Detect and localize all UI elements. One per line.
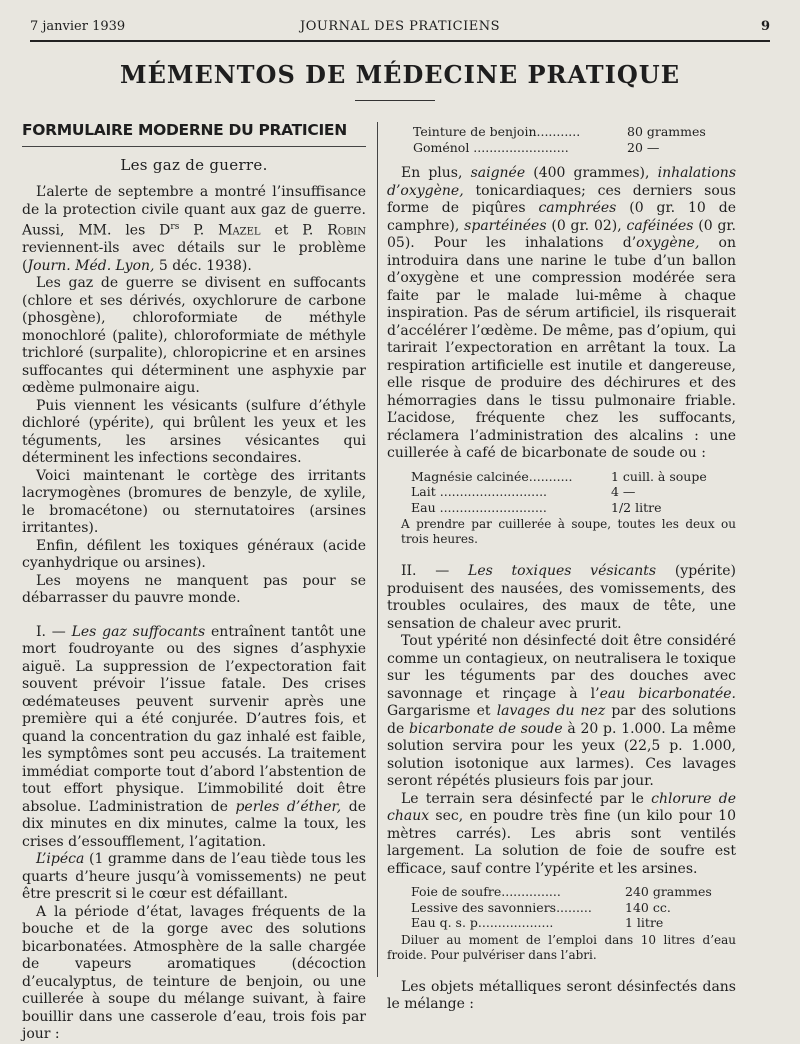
paragraph: Les objets métalliques seront désinfectés dans le mélange : [387, 978, 736, 1012]
formula-row: Magnésie calcinée........... 1 cuill. à soupe [411, 468, 707, 484]
title-rule [355, 100, 435, 101]
formula-soufre [411, 884, 716, 931]
paragraph: I. — Les gaz suffocants entraînent tantôt une mort foudroyante ou des signes d’asphyxie aiguë. La suppression de l’expectoration fait souvent prévoir l’issue fatale. Des crises œdémateuses peuvent survenir après une première qui a été conjurée. D’autres fois, et quand la concentration du gaz inhalé est faible, les symptômes sont peu accusés. La traitement immédiat comporte tout d’abord l’abstention de tout effort physique. L’immobilité doit être absolue. L’administration de perles d’éther, de dix minutes en dix minutes, calme la toux, les crises d’essoufflement, l’agitation. [22, 623, 366, 850]
paragraph: Voici maintenant le cortège des irritants lacrymogènes (bromures de benzyle, de xylile, le bromacétone) ou sternutatoires (arsines irritantes). [22, 467, 366, 537]
page-number: 9 [760, 19, 770, 34]
formula-row: Goménol ........................ 20 — [413, 139, 660, 155]
formula-row: Eau ........................... 1/2 litre [411, 499, 662, 515]
issue-date: 7 janvier 1939 [30, 19, 126, 34]
main-title: MÉMENTOS DE MÉDECINE PRATIQUE [120, 60, 680, 89]
paragraph: Les gaz de guerre se divisent en suffocants (chlore et ses dérivés, oxychlorure de carbone (phosgène), chloroformiate de méthyle monochloré (palite), chloroformiate de méthyle trichloré (surpalite), chloropicrine et en arsines suffocantes qui déterminent une asphyxie par œdème pulmonaire aigu. [22, 275, 366, 397]
paragraph: Tout ypérité non désinfecté doit être considéré comme un contagieux, on neutralisera le toxique sur les téguments par des douches avec savonnage et rinçage à l’eau bicarbonatée. Gargarisme et lavages du nez par des solutions de bicarbonate de soude à 20 p. 1.000. La même solution servira pour les yeux (22,5 p. 1.000, solution isotonique aux larmes). Ces lavages seront répétés plusieurs fois par jour. [387, 633, 736, 789]
paragraph: Les moyens ne manquent pas pour se débarrasser du pauvre monde. [22, 572, 366, 607]
paragraph: Enfin, défilent les toxiques généraux (acide cyanhydrique ou arsines). [22, 537, 366, 572]
formula-row: Lessive des savonniers......... 140 cc. [411, 899, 671, 915]
paragraph: Le terrain sera désinfecté par le chlorure de chaux sec, en poudre très fine (un kilo pour 10 mètres carrés). Les abris sont ventilés largement. La solution de foie de soufre est efficace, sauf contre l’ypérite et les arsines. [387, 790, 736, 877]
article-title: Les gaz de guerre. [120, 155, 268, 174]
right-column [387, 122, 736, 1014]
paragraph: II. — Les toxiques vésicants (ypérite) produisent des nausées, des vomissements, des troubles oculaires, des maux de tête, une sensation de chaleur avec prurit. [387, 563, 736, 632]
paragraph: Puis viennent les vésicants (sulfure d’éthyle dichloré (ypérite), qui brûlent les yeux et les téguments, les arsines vésicantes qui déterminent les infections secondaires. [22, 397, 366, 467]
formula-benjoin [413, 124, 710, 155]
section-title: FORMULAIRE MODERNE DU PRATICIEN [22, 122, 366, 147]
journal-name: JOURNAL DES PRATICIENS [300, 19, 500, 34]
formula-row: Eau q. s. p................... 1 litre [411, 915, 664, 930]
column-divider [377, 122, 378, 977]
formula-magnesie [411, 469, 711, 516]
formula-note: A prendre par cuillerée à soupe, toutes les deux ou trois heures. [401, 517, 736, 546]
paragraph: L’ipéca (1 gramme dans de l’eau tiède tous les quarts d’heure jusqu’à vomissements) ne peut être prescrit si le cœur est défaillant. [22, 851, 366, 903]
formula-note: Diluer au moment de l’emploi dans 10 litres d’eau froide. Pour pulvériser dans l’abri. [387, 932, 736, 962]
paragraph: En plus, saignée (400 grammes), inhalations d’oxygène, tonicardiaques; ces derniers sous forme de piqûres camphrées (0 gr. 10 de camphre), spartéinées (0 gr. 02), caféinées (0 gr. 05). Pour les inhalations d’oxygène, on introduira dans une narine le tube d’un ballon d’oxygène et une compression modérée sera faite par le malade lui-même à chaque inspiration. Pas de sérum artificiel, ils risquerait d’accélérer l’œdème. De même, pas d’opium, qui tarirait l’expectoration en arrêtant la toux. La respiration artificielle est inutile et dangereuse, elle risque de produire des déchirures et des hémorragies dans le tissu pulmonaire friable. L’acidose, fréquente chez les suffocants, réclamera l’administration des alcalins : une cuillerée à café de bicarbonate de soude ou : [387, 165, 737, 461]
paragraph: A la période d’état, lavages fréquents de la bouche et de la gorge avec des solutions bicarbonatées. Atmosphère de la salle chargée de vapeurs aromatiques (décoction d’eucalyptus, de teinture de benjoin, ou une cuillerée à soupe du mélange suivant, à faire bouillir dans une casserole d’eau, trois fois par jour : [22, 903, 366, 1043]
formula-row: Foie de soufre............... 240 grammes [411, 884, 712, 899]
formula-row: Lait ........................... 4 — [411, 484, 636, 499]
running-head [30, 16, 770, 42]
formula-row: Teinture de benjoin........... 80 grammes [413, 124, 706, 139]
left-column [22, 122, 366, 1044]
paragraph: L’alerte de septembre a montré l’insuffisance de la protection civile quant aux gaz de guerre. Aussi, MM. les $D^{rs}$ P. Mazel et P. Robin reviennent-ils avec détails sur le problème (Journ. Méd. Lyon, 5 déc. 1938). [22, 184, 366, 274]
